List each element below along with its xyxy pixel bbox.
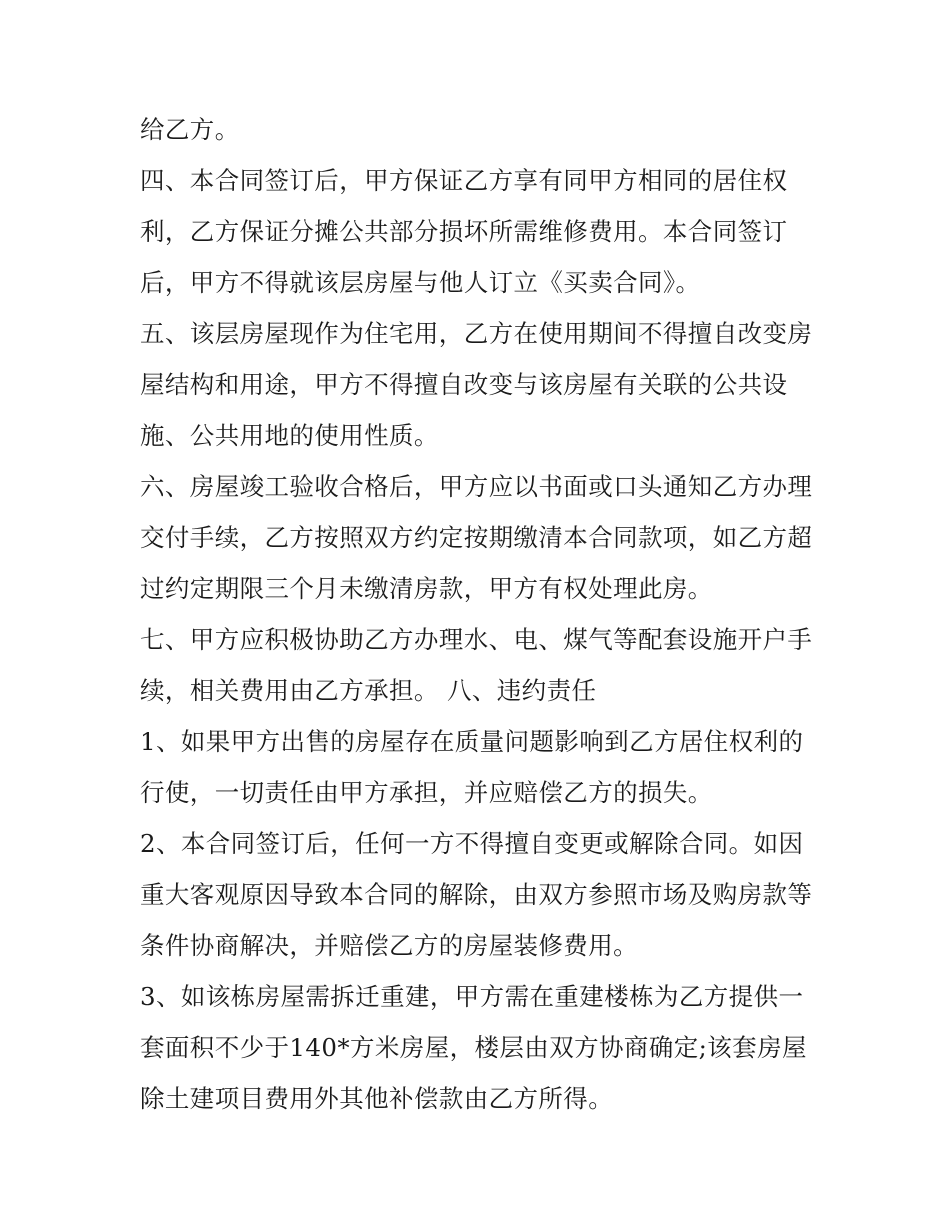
text-line: 2、本合同签订后，任何一方不得擅自变更或解除合同。如因: [140, 829, 804, 858]
text-line: 给乙方。: [140, 115, 240, 144]
text-line: 1、如果甲方出售的房屋存在质量问题影响到乙方居住权利的: [140, 727, 804, 756]
text-line: 后，甲方不得就该层房屋与他人订立《买卖合同》。: [140, 268, 701, 297]
text-line: 五、该层房屋现作为住宅用，乙方在使用期间不得擅自改变房: [140, 319, 813, 348]
text-line: 除土建项目费用外其他补偿款由乙方所得。: [140, 1084, 614, 1113]
text-line: 施、公共用地的使用性质。: [140, 421, 439, 450]
text-line: 3、如该栋房屋需拆迁重建，甲方需在重建楼栋为乙方提供一: [140, 982, 804, 1011]
text-line: 过约定期限三个月未缴清房款，甲方有权处理此房。: [140, 574, 713, 603]
text-line: 重大客观原因导致本合同的解除，由双方参照市场及购房款等: [140, 880, 813, 909]
text-line: 利，乙方保证分摊公共部分损坏所需维修费用。本合同签订: [140, 217, 788, 246]
contract-text-block: [140, 104, 820, 1124]
text-line: 交付手续，乙方按照双方约定按期缴清本合同款项，如乙方超: [140, 523, 813, 552]
text-line: 六、房屋竣工验收合格后，甲方应以书面或口头通知乙方办理: [140, 472, 813, 501]
text-line: 续，相关费用由乙方承担。 八、违约责任: [140, 676, 597, 705]
text-line: 行使，一切责任由甲方承担，并应赔偿乙方的损失。: [140, 778, 713, 807]
text-line: 条件协商解决，并赔偿乙方的房屋装修费用。: [140, 931, 638, 960]
text-line: 屋结构和用途，甲方不得擅自改变与该房屋有关联的公共设: [140, 370, 788, 399]
text-line: 四、本合同签订后，甲方保证乙方享有同甲方相同的居住权: [140, 166, 788, 195]
text-line: 套面积不少于140*方米房屋，楼层由双方协商确定;该套房屋: [140, 1033, 807, 1062]
text-line: 七、甲方应积极协助乙方办理水、电、煤气等配套设施开户手: [140, 625, 813, 654]
